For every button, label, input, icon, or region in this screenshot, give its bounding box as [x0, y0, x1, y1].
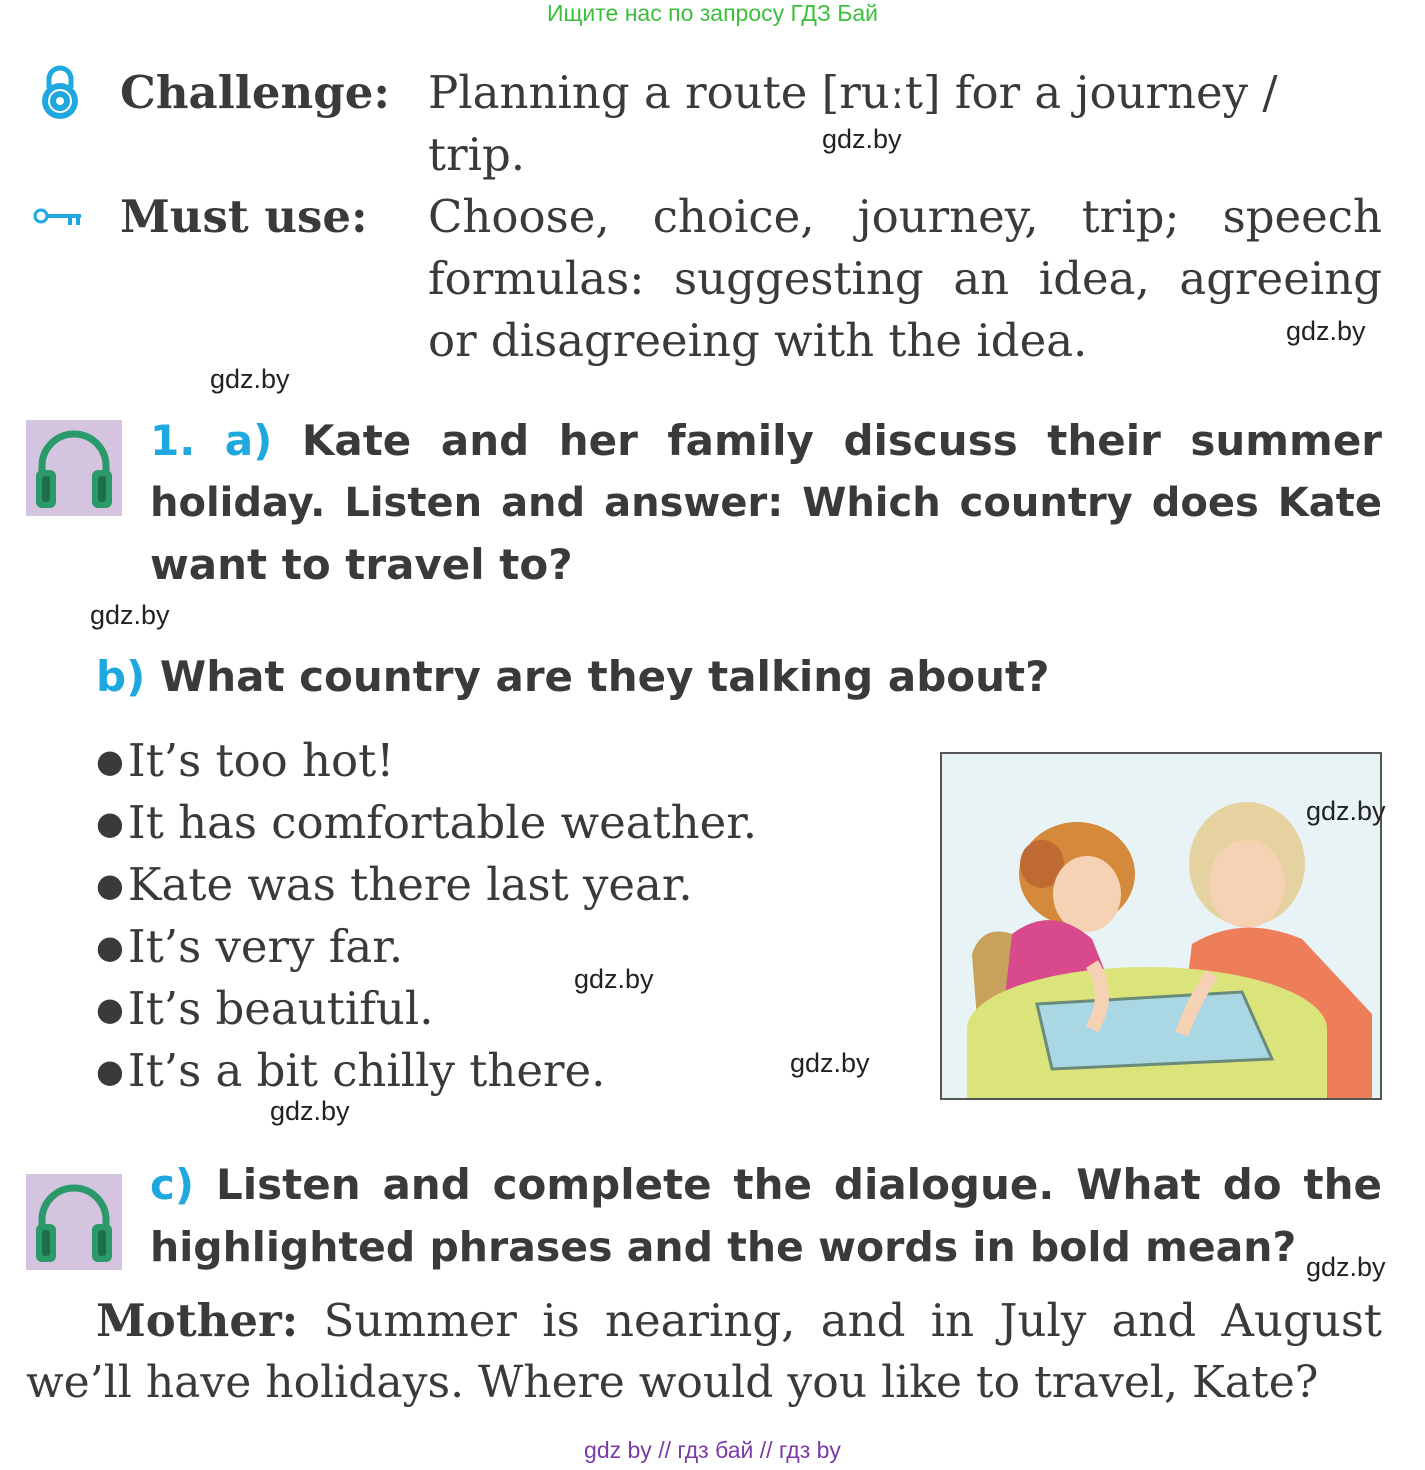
must-use-line2: formulas: suggesting an idea, agreeing — [428, 252, 1382, 305]
dialogue-line2: we’ll have holidays. Where would you like to travel, Kate? — [26, 1357, 1319, 1408]
watermark: gdz.by — [574, 964, 654, 994]
headphones-badge[interactable] — [26, 1174, 122, 1270]
challenge-text-line1: Planning a route [ruːt] for a journey / — [428, 66, 1278, 119]
challenge-text-line2: trip. — [428, 128, 526, 181]
dialogue-speaker: Mother: — [96, 1294, 299, 1347]
exercise-1a-number: 1. a) — [150, 416, 273, 465]
exercise-1a-line2: holiday. Listen and answer: Which country does Kate — [150, 480, 1382, 526]
lock-icon — [36, 64, 84, 120]
bullet-item: ●It has comfortable weather. — [96, 796, 758, 849]
dialogue-text-line1: Summer is nearing, and in July and August — [323, 1294, 1382, 1347]
bullet-item: ●It’s beautiful. — [96, 982, 434, 1035]
top-banner: Ищите нас по запросу ГДЗ Бай — [546, 0, 879, 26]
watermark: gdz.by — [90, 600, 170, 630]
watermark: gdz.by — [1306, 796, 1386, 826]
headphones-badge[interactable] — [26, 420, 122, 516]
watermark: gdz.by — [210, 364, 290, 394]
bottom-banner: gdz by // гдз бай // гдз by — [584, 1437, 841, 1463]
watermark: gdz.by — [270, 1096, 350, 1126]
exercise-1a-line1 — [150, 410, 1382, 472]
headphones-icon — [26, 1174, 122, 1270]
exercise-1a-text-line1: Kate and her family discuss their summer — [301, 416, 1383, 465]
bullet-item: ●It’s a bit chilly there. — [96, 1044, 606, 1097]
exercise-1c-label: c) — [150, 1160, 195, 1209]
headphones-icon — [26, 420, 122, 516]
watermark: gdz.by — [1286, 316, 1366, 346]
exercise-1b-text: What country are they talking about? — [159, 652, 1050, 701]
bullet-item: ●It’s very far. — [96, 920, 404, 973]
exercise-1a-line3: want to travel to? — [150, 540, 573, 589]
exercise-1c-text-line1: Listen and complete the dialogue. What do the — [215, 1160, 1382, 1209]
exercise-1c-line2: highlighted phrases and the words in bold mean? — [150, 1223, 1297, 1271]
bullet-list — [96, 730, 757, 1102]
must-use-label: Must use: — [120, 190, 368, 243]
must-use-line3: or disagreeing with the idea. — [428, 314, 1088, 367]
watermark: gdz.by — [822, 124, 902, 154]
dialogue-line1 — [96, 1290, 1382, 1352]
bullet-item: ●It’s too hot! — [96, 734, 395, 787]
exercise-1b-label: b) — [96, 652, 146, 701]
bullet-item: ●Kate was there last year. — [96, 858, 693, 911]
exercise-1b — [96, 646, 1049, 708]
exercise-1c-line1 — [150, 1154, 1382, 1216]
key-icon — [32, 203, 84, 229]
challenge-label: Challenge: — [120, 66, 390, 119]
watermark: gdz.by — [790, 1048, 870, 1078]
watermark: gdz.by — [1306, 1252, 1386, 1282]
must-use-line1: Choose, choice, journey, trip; speech — [428, 190, 1382, 243]
